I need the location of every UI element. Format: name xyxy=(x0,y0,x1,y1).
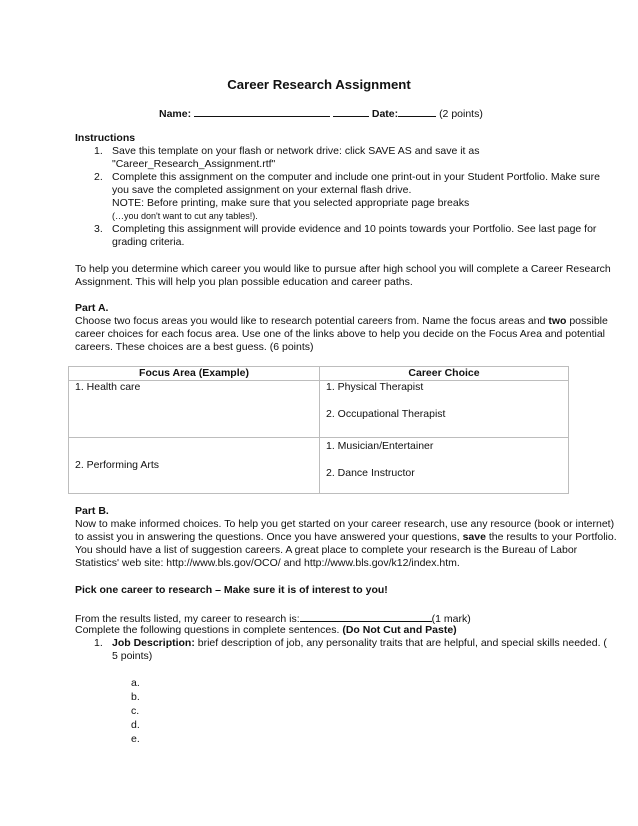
answer-letter[interactable]: d. xyxy=(131,719,140,731)
focus-area-table xyxy=(68,366,569,494)
column-header-focus-area: Focus Area (Example) xyxy=(69,367,320,381)
answer-letter[interactable]: a. xyxy=(131,677,140,689)
part-a-line xyxy=(75,315,608,328)
instruction-note: (…you don't want to cut any tables!). xyxy=(112,211,258,221)
complete-emphasis: (Do Not Cut and Paste) xyxy=(342,624,457,636)
career-choice-prompt: From the results listed, my career to research is: xyxy=(75,613,300,625)
table-row xyxy=(69,381,569,438)
instruction-line: "Career_Research_Assignment.rtf" xyxy=(112,158,276,170)
date-blank[interactable] xyxy=(398,106,436,117)
table-row xyxy=(69,438,569,494)
part-b-line: You should have a list of suggestion careers. A great place to complete your research is the Bureau of Labor xyxy=(75,544,578,556)
marks-label: (1 mark) xyxy=(431,613,471,625)
part-b-heading: Part B. xyxy=(75,505,109,517)
instruction-line: NOTE: Before printing, make sure that you selected appropriate page breaks xyxy=(112,197,470,209)
part-a-text: Choose two focus areas you would like to research potential careers from. Name the focus areas and xyxy=(75,315,549,327)
name-blank-2[interactable] xyxy=(333,106,369,117)
instruction-line: grading criteria. xyxy=(112,236,185,248)
instruction-line: Completing this assignment will provide evidence and 10 points towards your Portfolio. See last page for xyxy=(112,223,597,235)
career-choice-cell[interactable] xyxy=(320,438,569,494)
name-date-row xyxy=(159,106,483,121)
focus-area-cell[interactable]: 1. Health care xyxy=(69,381,320,438)
answer-letter[interactable]: b. xyxy=(131,691,140,703)
focus-area-cell[interactable]: 2. Performing Arts xyxy=(69,438,320,494)
complete-text: Complete the following questions in complete sentences. xyxy=(75,624,343,636)
part-a-line: careers. These choices are a best guess. (6 points) xyxy=(75,341,314,353)
instruction-line: Complete this assignment on the computer and include one print-out in your Student Portfolio. Make sure xyxy=(112,171,600,183)
date-label: Date: xyxy=(371,108,399,120)
instruction-number: 2. xyxy=(94,171,103,183)
part-a-text: possible xyxy=(566,315,608,327)
career-choice: 2. Dance Instructor xyxy=(326,467,415,479)
intro-line: Assignment. This will help you plan possible education and career paths. xyxy=(75,276,413,288)
name-label: Name: xyxy=(159,108,192,120)
career-blank[interactable] xyxy=(300,611,432,622)
part-a-line: career choices for each focus area. Use one of the links above to help you decide on the Focus Area and potential xyxy=(75,328,605,340)
answer-letter[interactable]: e. xyxy=(131,733,140,745)
table-header-row xyxy=(69,367,569,381)
complete-instructions xyxy=(75,624,457,637)
part-a-emphasis: two xyxy=(548,315,567,327)
job-description-label: Job Description: xyxy=(112,637,195,649)
page-title: Career Research Assignment xyxy=(227,77,411,92)
part-b-line xyxy=(75,531,617,544)
pick-career-heading: Pick one career to research – Make sure it is of interest to you! xyxy=(75,584,388,596)
part-a-heading: Part A. xyxy=(75,302,109,314)
career-choice-cell[interactable] xyxy=(320,381,569,438)
job-description-question xyxy=(112,637,607,650)
question-number: 1. xyxy=(94,637,103,649)
instruction-line: you save the completed assignment on your external flash drive. xyxy=(112,184,412,196)
part-b-line: Statistics' web site: http://www.bls.gov/OCO/ and http://www.bls.gov/k12/index.htm. xyxy=(75,557,460,569)
name-blank[interactable] xyxy=(194,106,330,117)
part-b-line: Now to make informed choices. To help you get started on your career research, use any resource (book or internet) xyxy=(75,518,615,530)
part-b-emphasis: save xyxy=(462,531,486,543)
job-description-question: 5 points) xyxy=(112,650,153,662)
instruction-number: 3. xyxy=(94,223,103,235)
instruction-line: Save this template on your flash or network drive: click SAVE AS and save it as xyxy=(112,145,480,157)
column-header-career-choice: Career Choice xyxy=(320,367,569,381)
instructions-heading: Instructions xyxy=(75,132,136,144)
instruction-number: 1. xyxy=(94,145,103,157)
part-b-text: to assist you in answering the questions. Once you have answered your questions, xyxy=(75,531,463,543)
part-b-text: the results to your Portfolio. xyxy=(485,531,617,543)
answer-letter[interactable]: c. xyxy=(131,705,140,717)
points-label: (2 points) xyxy=(439,108,483,120)
job-description-text: brief description of job, any personality traits that are helpful, and special skills needed. ( xyxy=(194,637,607,649)
career-choice: 1. Physical Therapist xyxy=(326,381,424,393)
career-choice: 2. Occupational Therapist xyxy=(326,408,446,420)
intro-line: To help you determine which career you would like to pursue after high school you will complete a Career Research xyxy=(75,263,611,275)
career-choice: 1. Musician/Entertainer xyxy=(326,440,434,452)
